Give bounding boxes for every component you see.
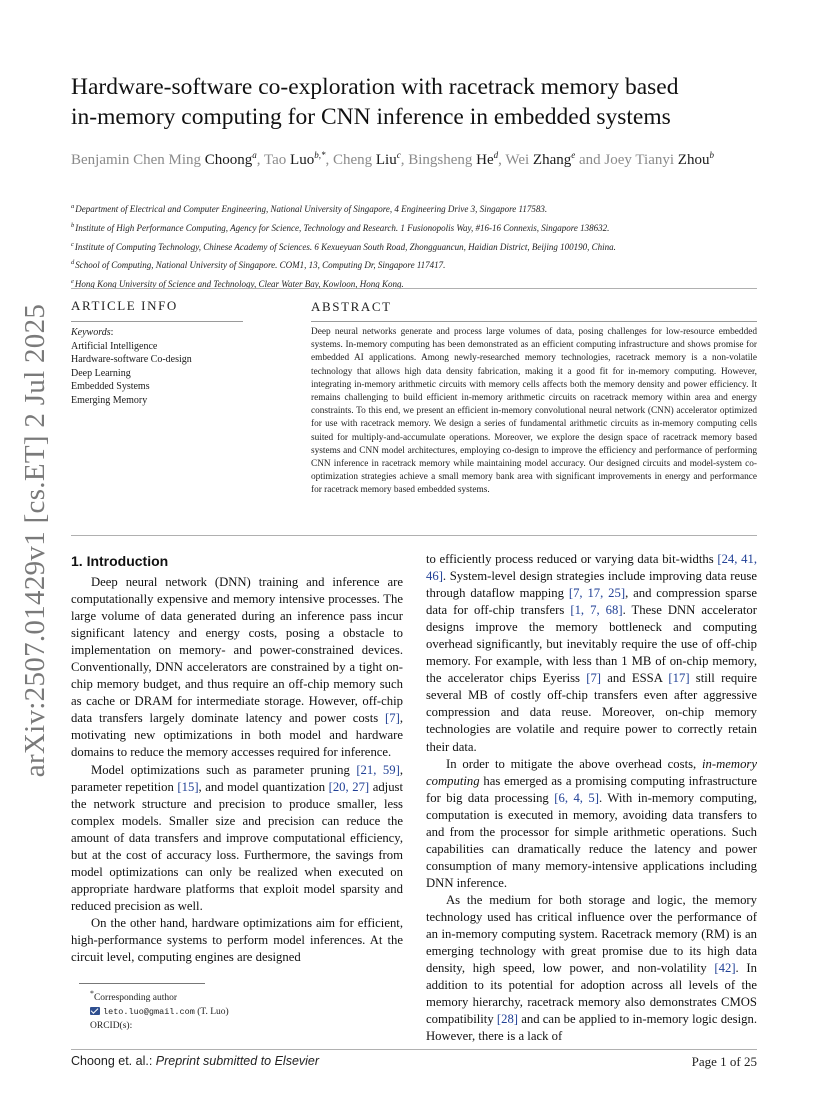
author-surname: Liu <box>375 152 397 168</box>
author-given-name: Wei <box>505 152 530 168</box>
paragraph-text: and can be applied to in-memory logic design. However, there is a lack of <box>426 1012 757 1044</box>
arxiv-identifier-text: arXiv:2507.01429v1 [cs.ET] 2 Jul 2025 <box>19 303 52 777</box>
keyword-item: Emerging Memory <box>71 394 148 406</box>
paragraph-text: . These DNN accelerator designs improve the memory bottleneck and computing overhead significantly, but inevitably require the use of off-chip memory. For example, with less than 1 MB of on-chip memory, the accelerator chips Eyeriss <box>426 603 757 686</box>
envelope-icon <box>90 1007 100 1015</box>
page-number: Page 1 of 25 <box>691 1054 757 1069</box>
keywords-block <box>71 326 271 408</box>
paragraph-text: and ESSA <box>601 671 669 686</box>
author <box>604 152 714 168</box>
article-info-underline <box>71 321 243 322</box>
corresponding-author-note: *Corresponding author <box>90 989 178 1004</box>
author <box>333 152 408 168</box>
author-given-name: Bingsheng <box>408 152 473 168</box>
author-affiliation-mark: c <box>396 150 401 160</box>
author-separator: , <box>400 152 409 168</box>
paragraph-text: . With in-memory computing, computation is executed in memory, avoiding data transfers to and from the processor for simple arithmetic operations. Such capabilities can dramatically reduce the latency and power consumption of many memory-intensive applications including DNN inference. <box>426 790 757 890</box>
affiliation <box>71 237 771 256</box>
author <box>505 152 604 168</box>
paper-title <box>71 72 761 132</box>
footer-venue: Preprint submitted to Elsevier <box>155 1054 320 1068</box>
affiliation-text: Institute of Computing Technology, Chinese Academy of Sciences. 6 Kexueyuan South Road, Zhongguancun, Haidian District, Beijing 100190, China. <box>74 241 616 252</box>
affiliation-mark: e <box>71 278 74 286</box>
orcid-note: ORCID(s): <box>90 1021 133 1032</box>
footer-authors: Choong et. al.: <box>71 1054 156 1068</box>
abstract-text: Deep neural networks generate and process large volumes of data, posing challenges for low-resource embedded systems. In-memory computing has been demonstrated as an efficient computing infrastructure and shows promise for embedded AI applications. Among newly-researched memory technologies, racetrack memory is a non-volatile technology that allows high data density fabrication, making it a good fit for in-memory computing. However, integrating in-memory arithmetic circuits with memory cells affects both the memory density and power efficiency. It remains challenging to build efficient in-memory arithmetic circuits on racetrack memory within area and energy constraints. To this end, we present an efficient in-memory convolutional neural network (CNN) accelerator optimized for use with racetrack memory. We design a series of fundamental arithmetic circuits as in-memory computing cells suited for multiply-and-accumulate operations. Moreover, we explore the design space of racetrack memory based systems and CNN model architectures, employing co-design to improve the efficiency and performance of performing CNN inference in racetrack memory while maintaining model accuracy. Our designed circuits and model-system co-optimization strategies achieve a small memory bank area with significant improvements in energy and performance for racetrack memory based embedded systems. <box>311 327 757 496</box>
author-separator: , <box>256 152 264 168</box>
abstract-heading: ABSTRACT <box>311 299 392 314</box>
paragraph-text: to efficiently process reduced or varying data bit-widths <box>426 552 718 566</box>
author-list <box>71 145 761 170</box>
footer-citation <box>71 1054 319 1068</box>
abstract-underline <box>311 321 757 322</box>
paragraph-text: still require several MB of costly off-chip transfers even after aggressive compression and data reuse. Moreover, on-chip memory technologies are volatile and require power to correctly retain their data. <box>426 671 757 754</box>
affiliation-text: Department of Electrical and Computer Engineering, National University of Singapore, 4 Engineering Drive 3, Singapore 117583. <box>75 204 548 214</box>
author-given-name: Benjamin Chen Ming <box>71 152 201 168</box>
author-surname: Luo <box>290 152 315 168</box>
paragraph-text: In order to mitigate the above overhead costs, <box>446 756 703 771</box>
citation-link[interactable]: [24, 41, 46] <box>426 552 757 584</box>
paragraph-text: , motivating new optimizations in both model and hardware domains to reduce the memory accesses required for inference. <box>71 711 403 760</box>
author-separator: , <box>498 152 506 168</box>
affiliation-text: Hong Kong University of Science and Technology, Clear Water Bay, Kowloon, Hong Kong. <box>74 279 404 290</box>
paragraph-text: Deep neural network (DNN) training and inference are computationally expensive and memory intensive processes. The large volume of data generated during an inference pass incur significant latency and energy costs, posing a obstacle to implementation on memory- and power-constrained devices. Conventionally, DNN accelerators are constrained by a tight on-chip memory budget, and thus require an off-chip memory such as cache or DRAM for intermediate storage. However, off-chip data transfers largely dominate latency and power costs <box>71 575 403 726</box>
section-heading: 1. Introduction <box>71 553 169 569</box>
citation-link[interactable]: [7, 17, 25] <box>568 586 626 601</box>
affiliation-mark: b <box>71 221 75 229</box>
paragraph-text: . In addition to its potential for adoption across all levels of the memory hierarchy, racetrack memory also demonstrates CMOS compatibility <box>426 961 758 1027</box>
title-line-2: in-memory computing for CNN inference in embedded systems <box>71 104 671 130</box>
paragraph <box>71 762 403 915</box>
author <box>264 152 333 168</box>
author-affiliation-mark: b <box>709 150 714 160</box>
affiliation-list <box>71 199 771 293</box>
citation-link[interactable]: [21, 59] <box>356 762 400 777</box>
author-separator: , <box>325 152 333 168</box>
citation-link[interactable]: [1, 7, 68] <box>570 603 623 618</box>
paragraph-text: , and model quantization <box>198 779 329 794</box>
citation-link[interactable]: [7] <box>586 671 602 686</box>
email-link[interactable]: leto.luo@gmail.com <box>103 1007 195 1018</box>
paragraph-text: , parameter repetition <box>71 762 403 794</box>
author-affiliation-mark: b,* <box>314 150 326 160</box>
emphasized-term: in-memory computing <box>426 756 757 788</box>
citation-link[interactable]: [7] <box>385 711 400 726</box>
email-owner: (T. Luo) <box>194 1007 229 1018</box>
affiliation-mark: a <box>71 203 75 210</box>
citation-link[interactable]: [28] <box>496 1012 519 1027</box>
footnote-divider <box>79 983 205 984</box>
author <box>408 152 505 168</box>
paragraph-text: As the medium for both storage and logic, the memory technology used has critical influence over the performance of an in-memory computing system. Racetrack memory (RM) is an emerging technology with great promise due to its high data density, high speed, low power, and non-volatility <box>426 892 757 976</box>
affiliation-text: Institute of High Performance Computing, Agency for Science, Technology and Research. 1 Fusionopolis Way, #16-16 Connexis, Singapore 138632. <box>75 222 610 233</box>
affiliation <box>71 255 771 274</box>
keyword-item: Embedded Systems <box>71 381 150 393</box>
header-divider <box>71 288 757 289</box>
paragraph: On the other hand, hardware optimizations aim for efficient, high-performance systems to perform model inferences. At the circuit level, computing engines are designed <box>71 915 403 965</box>
affiliation-mark: c <box>71 240 74 248</box>
citation-link[interactable]: [6, 4, 5] <box>554 790 599 805</box>
author-given-name: Cheng <box>332 152 373 168</box>
author-surname: Zhang <box>532 152 572 168</box>
body-column-right <box>426 551 757 1045</box>
author-surname: He <box>476 152 494 168</box>
affiliation <box>71 218 771 237</box>
footnotes <box>90 987 229 1033</box>
article-info-heading: ARTICLE INFO <box>71 298 178 313</box>
author-affiliation-mark: e <box>571 150 576 160</box>
paragraph <box>71 574 403 762</box>
author-affiliation-mark: a <box>252 150 257 160</box>
citation-link[interactable]: [42] <box>714 961 736 976</box>
keyword-item: Deep Learning <box>71 367 131 379</box>
citation-link[interactable]: [15] <box>177 779 199 794</box>
footer-divider <box>71 1049 757 1050</box>
keyword-item: Artificial Intelligence <box>71 340 158 352</box>
author <box>71 152 264 168</box>
affiliation-mark: d <box>71 259 75 267</box>
keyword-item: Hardware-software Co-design <box>71 354 192 366</box>
citation-link[interactable]: [17] <box>668 671 690 686</box>
affiliation <box>71 199 771 218</box>
paragraph <box>426 756 757 892</box>
citation-link[interactable]: [20, 27] <box>328 779 370 794</box>
paragraph-text: , and compression sparse data for off-chip transfers <box>426 586 757 618</box>
paragraph-text: . System-level design strategies include improving data reuse through dataflow mapping <box>426 569 757 601</box>
author-surname: Zhou <box>677 152 710 168</box>
affiliation-text: School of Computing, National University of Singapore. COM1, 13, Computing Dr, Singapore 117417. <box>75 260 446 271</box>
arxiv-identifier-stamp <box>6 303 66 777</box>
author-given-name: Tao <box>264 152 287 168</box>
paragraph-text: adjust the network structure and precision to produce smaller, less complex models. Smaller size and precision can reduce the amount of data transfers and improve computational efficiency, but at the cost of accuracy loss. Furthermore, the savings from model optimizations can only be realized when executed on appropriate hardware platforms that exploit model sparsity and reduced precision as well. <box>71 779 403 913</box>
paragraph-text: has emerged as a promising computing infrastructure for big data processing <box>426 773 757 805</box>
corresponding-author-text: Corresponding author <box>93 993 178 1004</box>
keywords-label: Keywords <box>71 327 111 338</box>
author-affiliation-mark: d <box>493 150 499 160</box>
author-given-name: Joey Tianyi <box>604 152 675 168</box>
paragraph <box>426 892 757 1045</box>
paragraph <box>426 551 757 756</box>
title-line-1: Hardware-software co-exploration with racetrack memory based <box>71 74 679 100</box>
keywords-label-line: Keywords: <box>71 327 114 338</box>
email-note <box>90 1005 229 1019</box>
body-column-left <box>71 552 403 966</box>
paragraph-text: Model optimizations such as parameter pruning <box>91 762 357 777</box>
author-surname: Choong <box>204 152 253 168</box>
abstract-divider <box>71 535 757 536</box>
author-separator: and <box>575 152 605 168</box>
affiliation <box>71 274 771 293</box>
